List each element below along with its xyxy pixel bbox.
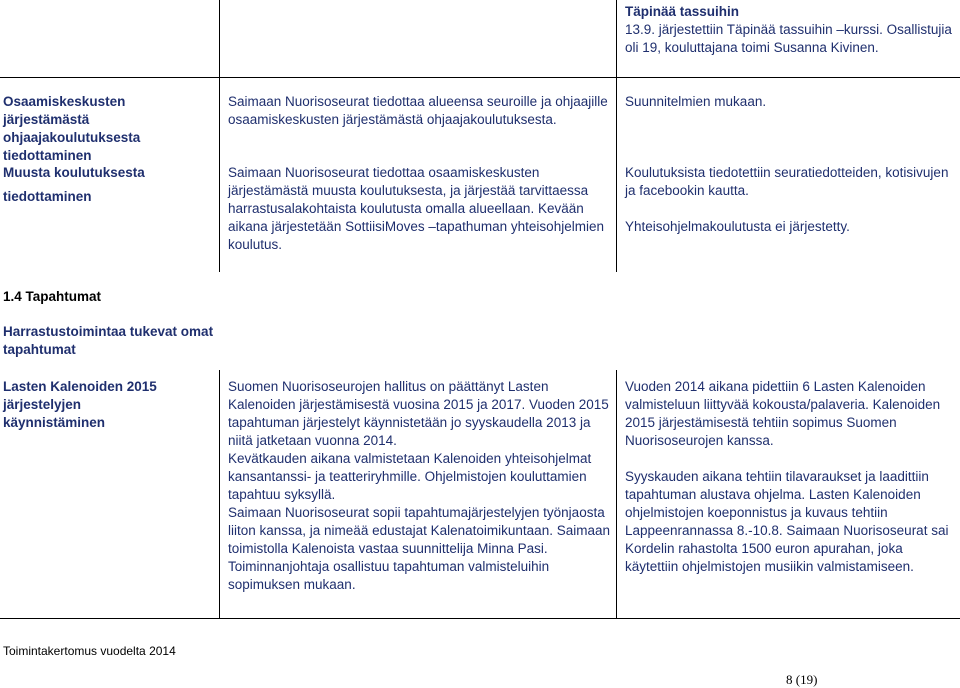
row-heading-line: ohjaajakoulutuksesta: [3, 130, 141, 145]
row-heading-line: Osaamiskeskusten järjestämästä: [3, 94, 126, 127]
section-subtitle-line: tapahtumat: [3, 342, 76, 357]
row-outcome-line: Koulutuksista tiedotettiin seuratiedotteiden, kotisivujen: [625, 165, 949, 180]
row-heading: [3, 93, 215, 165]
row-outcome: [625, 93, 960, 111]
table-divider-right-2: [616, 370, 617, 618]
page-number: 8 (19): [786, 672, 818, 687]
event-description-line: Saimaan Nuorisoseurat sopii tapahtumajärjestelyjen työnjaosta: [228, 505, 605, 520]
table-row-divider: [0, 77, 960, 78]
event-outcome-line: käytettiin ohjelmistojen musiikin valmistamiseen.: [625, 559, 914, 574]
row-description-line: järjestämästä muusta koulutuksesta, ja järjestää tarvittaessa: [228, 183, 589, 198]
event-description-line: Kevätkauden aikana valmistetaan Kalenoiden yhteisohjelmat: [228, 451, 592, 466]
event-heading-line: käynnistäminen: [3, 415, 106, 430]
event-outcome-line: Syyskauden aikana tehtiin tilavaraukset ja laadittiin: [625, 469, 929, 484]
top-note: [625, 3, 960, 57]
footer-title: Toimintakertomus vuodelta 2014: [3, 644, 176, 658]
event-outcome-line: tapahtuman alustava ohjelma. Lasten Kalenoiden: [625, 487, 921, 502]
section-subtitle: [3, 323, 233, 359]
event-description-line: kansantanssi- ja teatteriryhmille. Ohjelmistojen kouluttamien: [228, 469, 587, 484]
event-description-line: sopimuksen mukaan.: [228, 577, 356, 592]
event-outcome-line: Kordelin rahastolta 1500 euron apurahan, joka: [625, 541, 903, 556]
event-description-line: Suomen Nuorisoseurojen hallitus on päättänyt Lasten: [228, 379, 549, 394]
event-description-line: Kalenoiden järjestämisestä vuosina 2015 ja 2017. Vuoden 2015: [228, 397, 609, 412]
section-title: 1.4 Tapahtumat: [3, 289, 102, 304]
event-heading-line: Lasten Kalenoiden 2015: [3, 379, 157, 394]
row-description-line: aikana järjestetään SottiisiMoves –tapathuman yhteisohjelmien: [228, 219, 604, 234]
footer-rule: [0, 618, 960, 619]
section-subtitle-line: Harrastustoimintaa tukevat omat: [3, 324, 214, 339]
event-description-line: Toiminnanjohtaja osallistuu tapahtuman valmisteluihin: [228, 559, 550, 574]
table-divider-left-2: [219, 370, 220, 618]
table-divider-left: [219, 0, 220, 272]
row-outcome: [625, 164, 960, 236]
event-description: [228, 378, 614, 594]
row-heading-line: Muusta koulutuksesta: [3, 165, 145, 180]
event-outcome-line: Vuoden 2014 aikana pidettiin 6 Lasten Kalenoiden: [625, 379, 926, 394]
event-description-line: tapahtuman järjestelyt käynnistetään jo syyskaudella 2013 ja: [228, 415, 591, 430]
table-divider-right: [616, 0, 617, 272]
event-outcome-line: Lappeenrannassa 8.-10.8. Saimaan Nuorisoseurat sai: [625, 523, 949, 538]
event-heading: [3, 378, 215, 432]
row-heading-line: tiedottaminen: [3, 148, 92, 163]
row-description-line: koulutus.: [228, 237, 283, 252]
row-outcome-line: Suunnitelmien mukaan.: [625, 94, 767, 109]
row-description-line: Saimaan Nuorisoseurat tiedottaa alueensa seuroille ja ohjaajille: [228, 94, 608, 109]
row-outcome-line: Yhteisohjelmakoulutusta ei järjestetty.: [625, 219, 850, 234]
row-heading: [3, 164, 215, 206]
event-description-line: niitä jatketaan vuonna 2014.: [228, 433, 397, 448]
top-note-title: Täpinää tassuihin: [625, 4, 740, 19]
row-description-line: harrastusalakohtaista koulutusta omalla alueellaan. Kevään: [228, 201, 584, 216]
row-outcome-line: ja facebookin kautta.: [625, 183, 749, 198]
event-description-line: tapahtuu syksyllä.: [228, 487, 336, 502]
top-note-line: 13.9. järjestettiin Täpinää tassuihin –kurssi. Osallistujia: [625, 22, 952, 37]
row-description-line: Saimaan Nuorisoseurat tiedottaa osaamiskeskusten: [228, 165, 540, 180]
event-outcome-line: Nuorisoseurojen kanssa.: [625, 433, 774, 448]
row-description-line: osaamiskeskusten järjestämästä ohjaajakoulutuksesta.: [228, 112, 557, 127]
top-note-line: oli 19, kouluttajana toimi Susanna Kivinen.: [625, 40, 879, 55]
event-outcome-line: valmisteluun liittyvää kokousta/palaveria. Kalenoiden: [625, 397, 941, 412]
event-outcome: [625, 378, 960, 576]
row-description: [228, 93, 614, 129]
event-outcome-line: ohjelmistojen koeponnistus ja kuvaus tehtiin: [625, 505, 888, 520]
event-heading-line: järjestelyjen: [3, 397, 82, 412]
row-heading-line: tiedottaminen: [3, 189, 92, 204]
row-description: [228, 164, 614, 254]
event-description-line: toimistolla Kalenoista vastaa suunnittelija Minna Pasi.: [228, 541, 548, 556]
event-description-line: liiton kanssa, ja nimeää edustajat Kalenatoimikuntaan. Saimaan: [228, 523, 610, 538]
event-outcome-line: 2015 järjestämisestä tehtiin sopimus Suomen: [625, 415, 897, 430]
